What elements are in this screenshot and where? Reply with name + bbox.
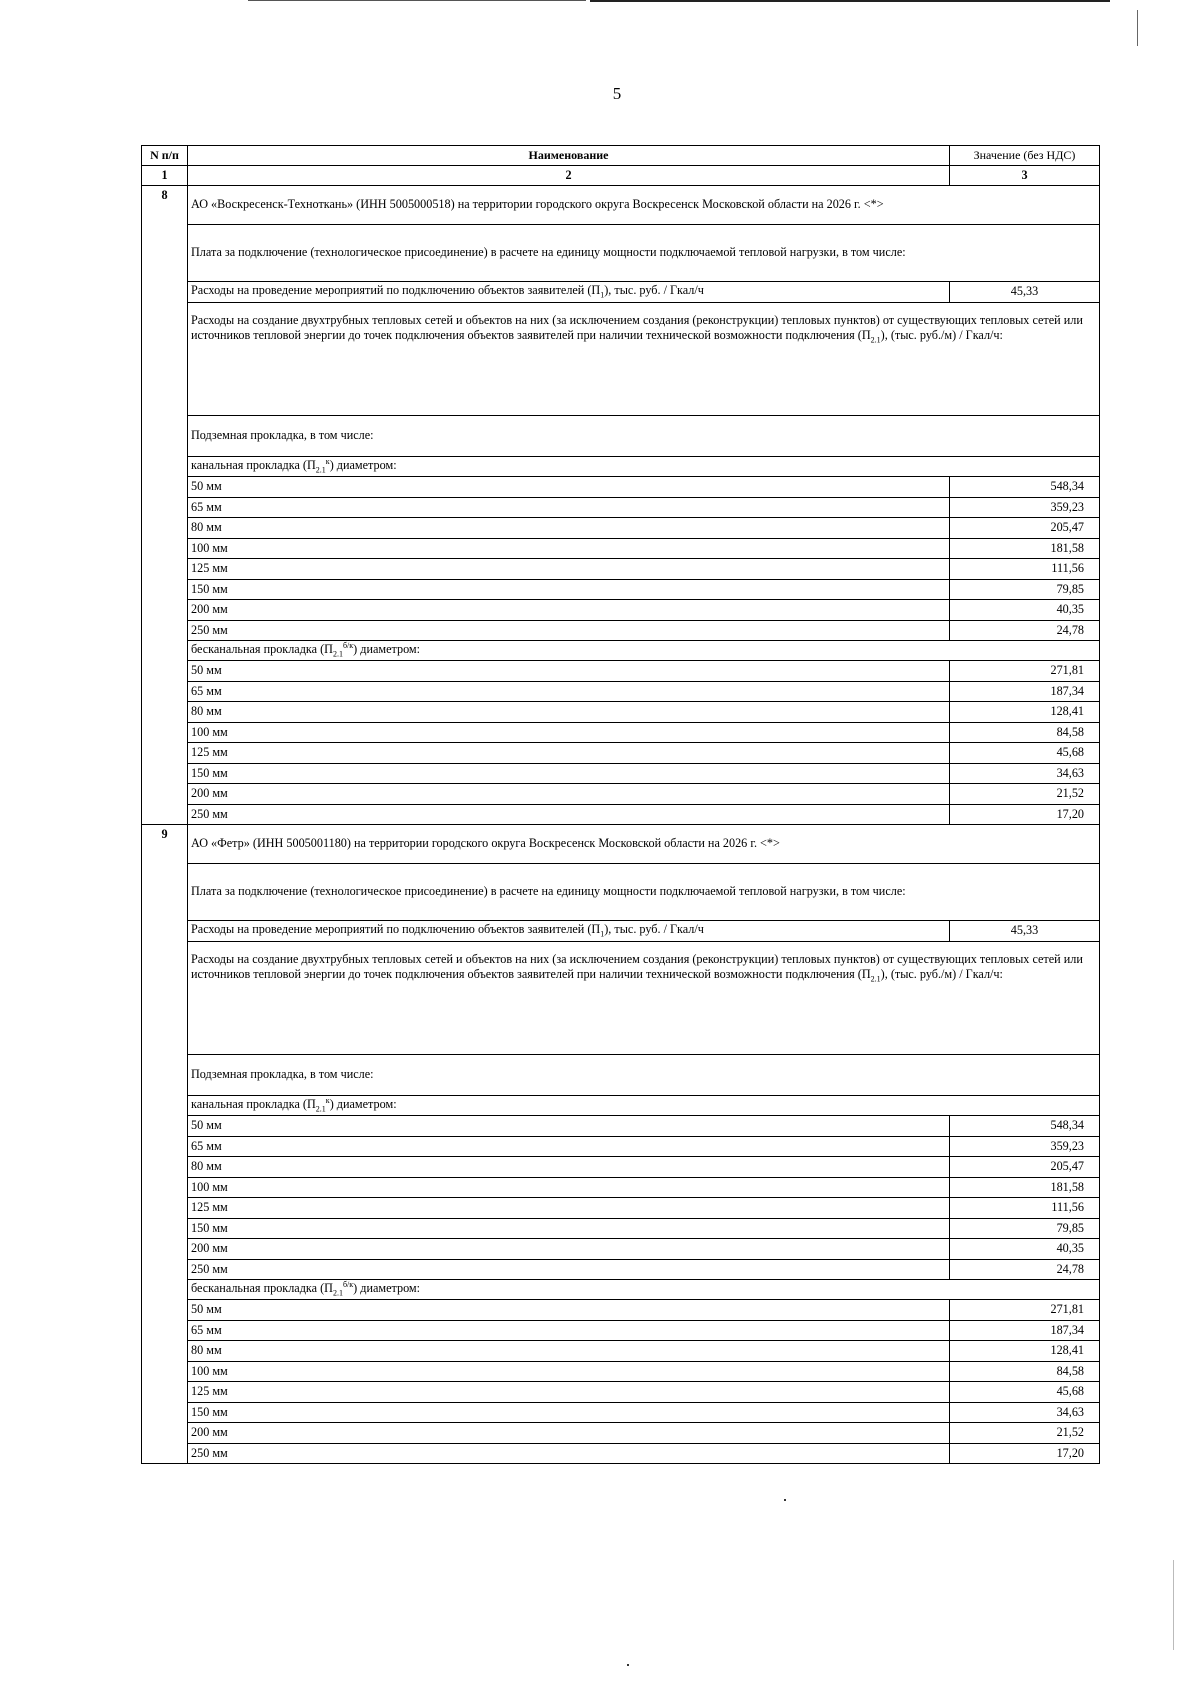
diameter-value: 84,58 [950,1361,1100,1382]
p21-description [188,303,1100,416]
diameter-value: 548,34 [950,1116,1100,1137]
fee-description: Плата за подключение (технологическое присоединение) в расчете на единицу мощности подключаемой тепловой нагрузки, в том числе: [188,864,1100,921]
diameter-label: 65 мм [188,1136,950,1157]
fee-row [142,864,1100,921]
diameter-value: 205,47 [950,518,1100,539]
diameter-value: 17,20 [950,1443,1100,1464]
diameter-label: 150 мм [188,1402,950,1423]
scan-artifact [784,1499,786,1501]
diameter-value: 79,85 [950,1218,1100,1239]
p1-value: 45,33 [950,921,1100,942]
p21-description [188,942,1100,1055]
p1-label: Расходы на проведение мероприятий по подключению объектов заявителей $(П_1)$, тыс. руб. / Гкал/ч [188,282,950,303]
diameter-label: 125 мм [188,1198,950,1219]
diameter-value: 187,34 [950,681,1100,702]
channelless-header-row [142,641,1100,661]
diameter-label: 100 мм [188,538,950,559]
diameter-value: 24,78 [950,1259,1100,1280]
header-col-name: Наименование [188,146,950,166]
diameter-label: 250 мм [188,1259,950,1280]
diameter-row [142,559,1100,580]
diameter-row [142,579,1100,600]
diameter-row [142,1116,1100,1137]
diameter-row [142,518,1100,539]
organization-title: АО «Фетр» (ИНН 5005001180) на территории городского округа Воскресенск Московской области на 2026 г. <*> [188,825,1100,864]
channelless-label: бесканальная прокладка $(П_{2.1}^{б/к})$ диаметром: [188,1280,1100,1300]
section-number: 8 [142,186,188,825]
diameter-value: 111,56 [950,1198,1100,1219]
diameter-label: 200 мм [188,1239,950,1260]
p1-label: Расходы на проведение мероприятий по подключению объектов заявителей $(П_1)$, тыс. руб. / Гкал/ч [188,921,950,942]
page-number: 5 [612,84,622,103]
diameter-row [142,1402,1100,1423]
header-index-2: 2 [188,166,950,186]
p21-row [142,942,1100,1055]
scan-edge-line [590,0,1110,2]
channelless-header-row [142,1280,1100,1300]
diameter-label: 50 мм [188,661,950,682]
diameter-row [142,1382,1100,1403]
diameter-value: 205,47 [950,1157,1100,1178]
diameter-row [142,804,1100,825]
fee-description: Плата за подключение (технологическое присоединение) в расчете на единицу мощности подключаемой тепловой нагрузки, в том числе: [188,225,1100,282]
diameter-label: 250 мм [188,804,950,825]
header-index-1: 1 [142,166,188,186]
diameter-value: 40,35 [950,600,1100,621]
diameter-label: 200 мм [188,1423,950,1444]
diameter-value: 359,23 [950,1136,1100,1157]
diameter-value: 24,78 [950,620,1100,641]
diameter-value: 40,35 [950,1239,1100,1260]
diameter-row [142,1443,1100,1464]
org-row [142,186,1100,225]
diameter-label: 100 мм [188,722,950,743]
diameter-label: 50 мм [188,1300,950,1321]
diameter-label: 50 мм [188,477,950,498]
diameter-value: 181,58 [950,1177,1100,1198]
underground-row [142,1055,1100,1096]
diameter-row [142,722,1100,743]
diameter-value: 79,85 [950,579,1100,600]
diameter-row [142,1361,1100,1382]
diameter-value: 271,81 [950,1300,1100,1321]
scan-artifact [627,1664,629,1666]
diameter-value: 17,20 [950,804,1100,825]
diameter-label: 125 мм [188,559,950,580]
diameter-row [142,538,1100,559]
underground-row [142,416,1100,457]
diameter-row [142,1341,1100,1362]
diameter-value: 84,58 [950,722,1100,743]
header-index-3: 3 [950,166,1100,186]
diameter-value: 45,68 [950,743,1100,764]
diameter-row [142,1300,1100,1321]
diameter-row [142,477,1100,498]
diameter-label: 65 мм [188,681,950,702]
diameter-value: 34,63 [950,1402,1100,1423]
diameter-label: 80 мм [188,1157,950,1178]
diameter-label: 100 мм [188,1361,950,1382]
p1-value: 45,33 [950,282,1100,303]
diameter-value: 128,41 [950,702,1100,723]
channel-label: канальная прокладка $(П_{2.1}^к)$ диаметром: [188,457,1100,477]
p1-row [142,282,1100,303]
diameter-row [142,743,1100,764]
channel-header-row [142,457,1100,477]
diameter-value: 45,68 [950,1382,1100,1403]
diameter-row [142,497,1100,518]
diameter-value: 128,41 [950,1341,1100,1362]
diameter-label: 200 мм [188,784,950,805]
organization-title: АО «Воскресенск-Техноткань» (ИНН 5005000518) на территории городского округа Воскресенск Московской области на 2026 г. <*> [188,186,1100,225]
diameter-label: 100 мм [188,1177,950,1198]
diameter-label: 65 мм [188,1320,950,1341]
diameter-row [142,763,1100,784]
header-index-row [142,166,1100,186]
diameter-label: 150 мм [188,579,950,600]
diameter-value: 187,34 [950,1320,1100,1341]
scan-artifact [1137,10,1138,46]
p21-text: Расходы на создание двухтрубных тепловых сетей и объектов на них (за исключением создания (реконструкции) тепловых пунктов) от существующих тепловых сетей или источников тепловой энергии до точек подключения объектов заявителей при наличии технической возможности подключения $(П_{2.1})$, (тыс. руб./м) / Гкал/ч: [191,313,1083,345]
channelless-label: бесканальная прокладка $(П_{2.1}^{б/к})$ диаметром: [188,641,1100,661]
p1-row [142,921,1100,942]
channel-header-row [142,1096,1100,1116]
diameter-label: 80 мм [188,1341,950,1362]
header-col-number: N п/п [142,146,188,166]
diameter-row [142,1259,1100,1280]
diameter-value: 34,63 [950,763,1100,784]
diameter-row [142,1239,1100,1260]
diameter-row [142,1320,1100,1341]
diameter-row [142,1423,1100,1444]
diameter-row [142,600,1100,621]
channel-label: канальная прокладка $(П_{2.1}^к)$ диаметром: [188,1096,1100,1116]
diameter-value: 21,52 [950,1423,1100,1444]
diameter-row [142,1177,1100,1198]
diameter-label: 125 мм [188,1382,950,1403]
diameter-label: 80 мм [188,518,950,539]
org-row [142,825,1100,864]
diameter-value: 548,34 [950,477,1100,498]
underground-label: Подземная прокладка, в том числе: [188,416,1100,457]
diameter-label: 65 мм [188,497,950,518]
diameter-value: 359,23 [950,497,1100,518]
fee-row [142,225,1100,282]
p21-row [142,303,1100,416]
section-number: 9 [142,825,188,1464]
diameter-row [142,702,1100,723]
diameter-value: 271,81 [950,661,1100,682]
diameter-label: 200 мм [188,600,950,621]
scan-edge-line [248,0,586,1]
diameter-row [142,1198,1100,1219]
p21-text: Расходы на создание двухтрубных тепловых сетей и объектов на них (за исключением создания (реконструкции) тепловых пунктов) от существующих тепловых сетей или источников тепловой энергии до точек подключения объектов заявителей при наличии технической возможности подключения $(П_{2.1})$, (тыс. руб./м) / Гкал/ч: [191,952,1083,984]
diameter-row [142,1136,1100,1157]
diameter-label: 150 мм [188,763,950,784]
header-row [142,146,1100,166]
diameter-row [142,1218,1100,1239]
scan-artifact [1173,1560,1174,1650]
diameter-value: 111,56 [950,559,1100,580]
diameter-label: 80 мм [188,702,950,723]
diameter-label: 50 мм [188,1116,950,1137]
underground-label: Подземная прокладка, в том числе: [188,1055,1100,1096]
diameter-row [142,784,1100,805]
diameter-label: 150 мм [188,1218,950,1239]
diameter-label: 250 мм [188,1443,950,1464]
diameter-row [142,1157,1100,1178]
diameter-row [142,620,1100,641]
diameter-row [142,661,1100,682]
diameter-label: 250 мм [188,620,950,641]
diameter-value: 21,52 [950,784,1100,805]
tariff-table [141,145,1100,1464]
diameter-value: 181,58 [950,538,1100,559]
header-col-value: Значение (без НДС) [950,146,1100,166]
diameter-label: 125 мм [188,743,950,764]
diameter-row [142,681,1100,702]
